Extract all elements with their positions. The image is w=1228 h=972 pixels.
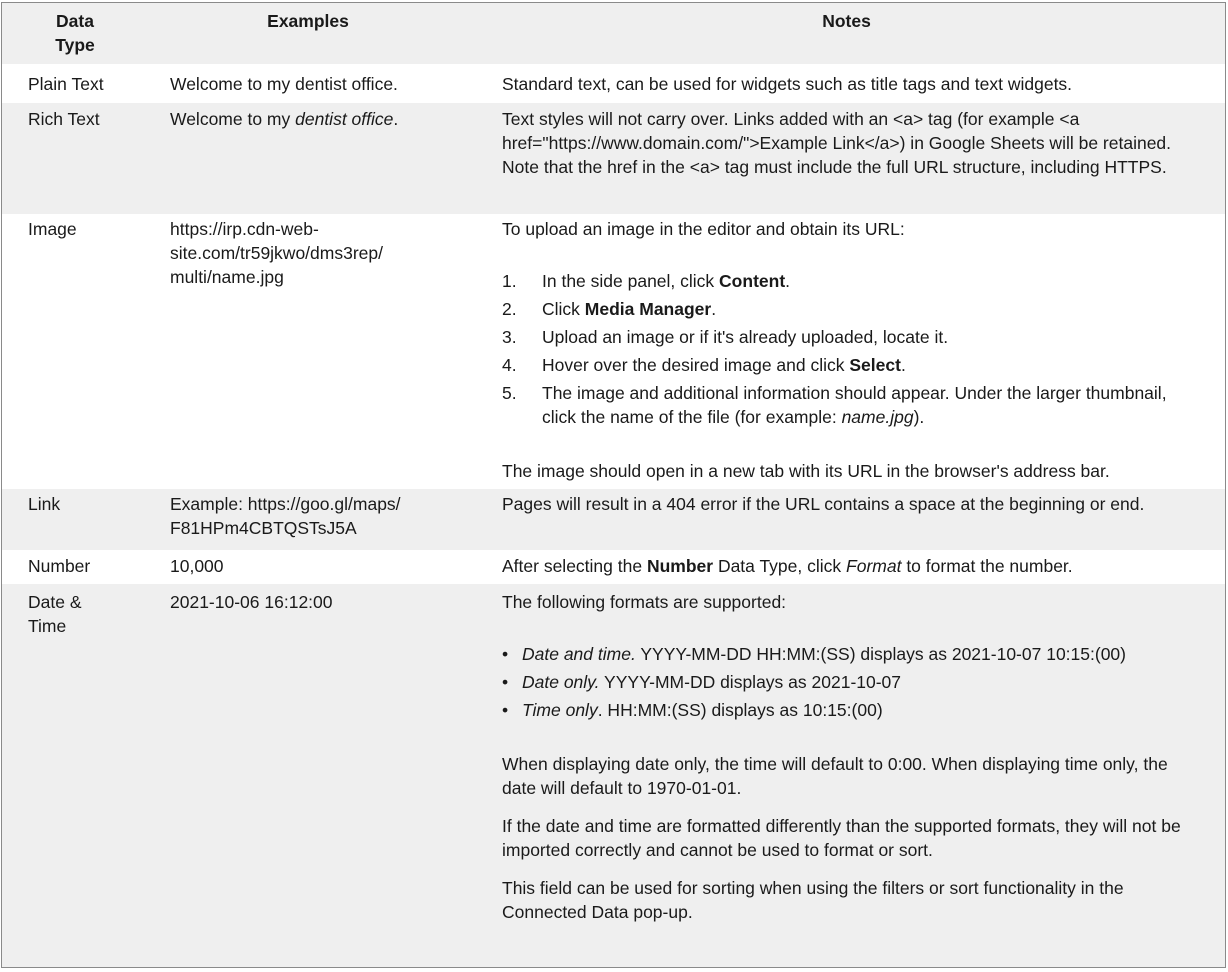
table-row-number: [2, 550, 1225, 584]
list-item: 1. In the side panel, click Content.: [502, 271, 791, 291]
example-cell: 10,000: [170, 556, 224, 576]
type-cell: Rich Text: [28, 109, 100, 129]
example-cell: 2021-10-06 16:12:00: [170, 592, 333, 612]
data-types-table: [1, 2, 1226, 968]
list-item: 4. Hover over the desired image and click Select.: [502, 355, 906, 375]
example-cell: Welcome to my dentist office.: [170, 109, 399, 129]
type-cell: Image: [28, 219, 77, 239]
list-item: 2. Click Media Manager.: [502, 299, 717, 319]
list-item: 3. Upload an image or if it's already uploaded, locate it.: [502, 327, 949, 347]
upload-steps-list: [502, 269, 1202, 429]
table-row-date-time: [2, 584, 1225, 967]
table-row-rich-text: [2, 103, 1225, 214]
type-cell: Date & Time: [28, 592, 82, 636]
type-cell: Plain Text: [28, 74, 104, 94]
list-item: 5. The image and additional information should appear. Under the larger thumbnail, click the name of the file (for example: name.jpg).: [502, 383, 1167, 427]
header-notes: Notes: [822, 11, 871, 31]
list-item: • Time only. HH:MM:(SS) displays as 10:15:(00): [502, 700, 883, 720]
table-row-link: [2, 489, 1225, 550]
formats-list: [502, 642, 1202, 722]
note-cell: Pages will result in a 404 error if the URL contains a space at the beginning or end.: [502, 494, 1145, 514]
example-cell: Welcome to my dentist office.: [170, 74, 398, 94]
type-cell: Number: [28, 556, 91, 576]
header-data-type: Data Type: [55, 11, 95, 55]
list-item: • Date and time. YYYY-MM-DD HH:MM:(SS) displays as 2021-10-07 10:15:(00): [502, 644, 1126, 664]
note-cell: After selecting the Number Data Type, click Format to format the number.: [502, 556, 1073, 576]
table-header: [2, 3, 1225, 64]
table-row-plain-text: [2, 64, 1225, 103]
example-cell: https://irp.cdn-web- site.com/tr59jkwo/dms3rep/ multi/name.jpg: [170, 219, 383, 287]
type-cell: Link: [28, 494, 61, 514]
example-cell: Example: https://goo.gl/maps/ F81HPm4CBTQSTsJ5A: [170, 494, 401, 538]
table-row-image: [2, 214, 1225, 489]
list-item: • Date only. YYYY-MM-DD displays as 2021-10-07: [502, 672, 902, 692]
note-cell: The following formats are supported: • Date and time. YYYY-MM-DD HH:MM:(SS) displays as 2021-10-07 10:15:(00) • Date only. YYYY-MM-DD displays as 2021-10-07 • Time only. HH:MM:(SS) displays as 10:15:(00) When displaying date only, the time will default to 0:00. When displaying time only, the date will default to 1970-01-01. If the date and time are formatted differently than the supported formats, they will not be imported correctly and cannot be used to format or sort. This field can be used for sorting when using the filters or sort functionality in the Connected Data pop-up.: [502, 590, 1202, 924]
note-cell: Standard text, can be used for widgets such as title tags and text widgets.: [502, 74, 1073, 94]
header-examples: Examples: [267, 11, 349, 31]
note-cell: To upload an image in the editor and obtain its URL: 1. In the side panel, click Content. 2. Click Media Manager. 3. Upload an image or if it's already uploaded, locate it. 4. Hover over the desired image and click Select. 5. The image and additional information should appear. Under the larger thumbnail, click the name of the file (for example: name.jpg). The image should open in a new tab with its URL in the browser's address bar.: [502, 217, 1202, 483]
note-cell: Text styles will not carry over. Links added with an <a> tag (for example <a href="https://www.domain.com/">Example Link</a>) in Google Sheets will be retained. Note that the href in the <a> tag must include the full URL structure, including HTTPS.: [502, 109, 1172, 177]
